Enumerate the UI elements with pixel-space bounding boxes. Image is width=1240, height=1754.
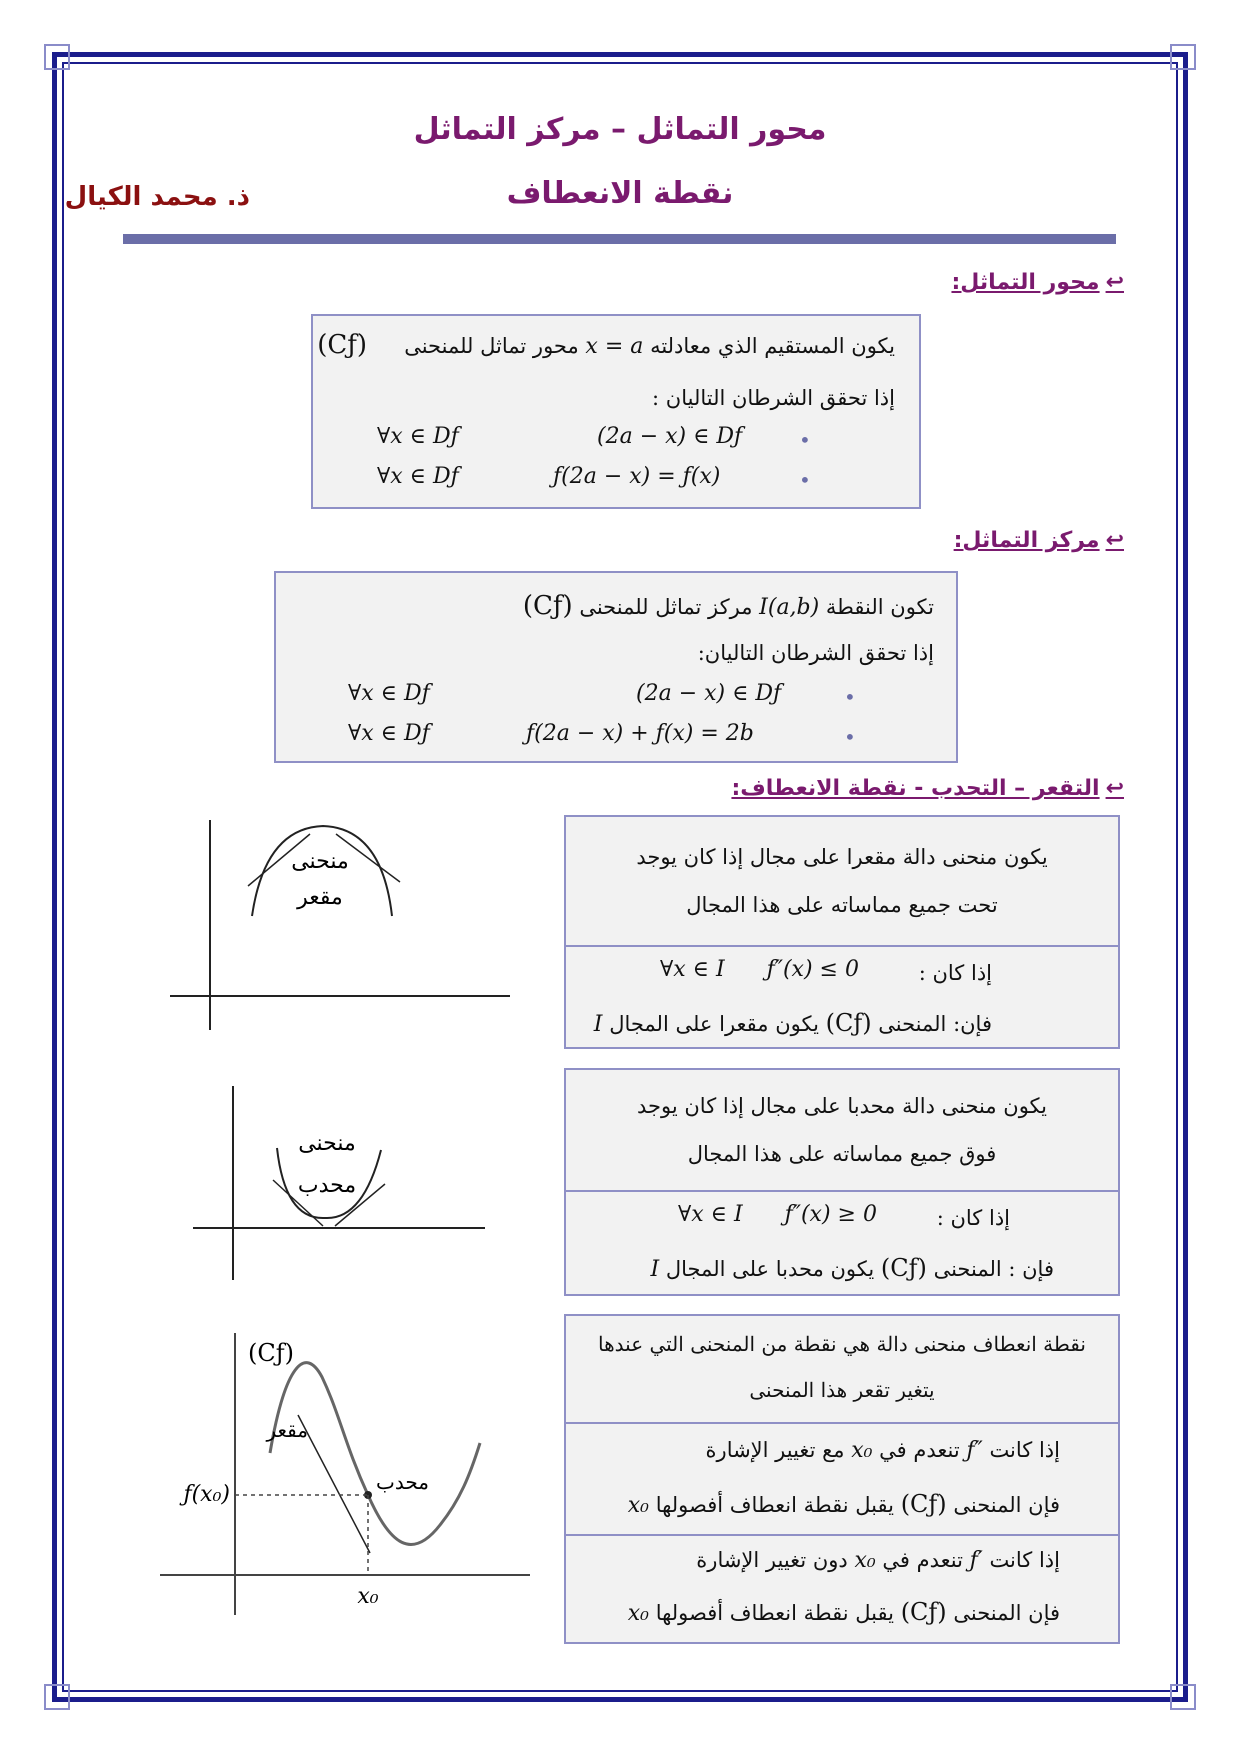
fig-fx0-label: ƒ(x₀) bbox=[183, 1482, 230, 1507]
concave-figure bbox=[160, 820, 520, 1040]
corner-ornament bbox=[1170, 1684, 1196, 1710]
curve-symbol: (Cƒ) bbox=[317, 330, 367, 360]
center-conditions-label: إذا تحقق الشرطان التاليان: bbox=[697, 641, 934, 665]
convex-definition-box bbox=[564, 1068, 1120, 1296]
fig-x0-label: x₀ bbox=[357, 1584, 379, 1609]
center-definition-box bbox=[274, 571, 958, 763]
fig-curve-label: (Cƒ) bbox=[248, 1339, 294, 1367]
convex-if-label: إذا كان : bbox=[936, 1206, 1010, 1230]
convex-fig-label2: محدب bbox=[297, 1173, 357, 1198]
center-cond1-right: (2a − x) ∈ Dƒ bbox=[636, 681, 782, 706]
convex-definition-cell bbox=[566, 1070, 1118, 1190]
convex-fig-label1: منحنى bbox=[298, 1131, 356, 1156]
convex-condition-cell bbox=[566, 1190, 1118, 1298]
corner-ornament bbox=[1170, 44, 1196, 70]
inflection-case2-line1: إذا كانت ƒ′ تنعدم في x₀ دون تغيير الإشارة bbox=[696, 1548, 1060, 1573]
concave-if-math: ∀x ∈ I ƒ″(x) ≤ 0 bbox=[660, 957, 859, 982]
corner-ornament bbox=[44, 1684, 70, 1710]
section-heading-center: ↩مركز التماثل: bbox=[953, 528, 1124, 553]
inflection-case1-cell bbox=[566, 1422, 1118, 1534]
concave-if-label: إذا كان : bbox=[918, 961, 992, 985]
convex-figure bbox=[185, 1080, 495, 1290]
inflection-case1-line2: فإن المنحنى (Cƒ) يقبل نقطة انعطاف أفصولها x₀ bbox=[627, 1490, 1060, 1518]
center-intro: تكون النقطة I(a,b) مركز تماثل للمنحنى (Cƒ) bbox=[522, 591, 934, 621]
inflection-case2-line2: فإن المنحنى (Cƒ) يقبل نقطة انعطاف أفصولها x₀ bbox=[627, 1598, 1060, 1626]
header-divider bbox=[123, 234, 1116, 244]
concave-definition-box bbox=[564, 815, 1120, 1049]
center-cond2-right: ƒ(2a − x) + ƒ(x) = 2b bbox=[526, 721, 754, 746]
author-name: ذ. محمد الكيال bbox=[64, 182, 250, 212]
axis-definition-box bbox=[311, 314, 921, 509]
inflection-case1-line1: إذا كانت ƒ″ تنعدم في x₀ مع تغيير الإشارة bbox=[705, 1438, 1060, 1463]
convex-then: فإن : المنحنى (Cƒ) يكون محدبا على المجال I bbox=[650, 1254, 1054, 1282]
bullet-icon: • bbox=[799, 468, 811, 492]
page-subtitle: نقطة الانعطاف bbox=[506, 176, 734, 211]
fig-concave-label: مقعر bbox=[266, 1418, 308, 1442]
concave-condition-cell bbox=[566, 945, 1118, 1051]
fig-convex-label: محدب bbox=[376, 1470, 429, 1494]
tangent-line bbox=[298, 1415, 370, 1553]
axis-conditions-label: إذا تحقق الشرطان التاليان : bbox=[652, 386, 895, 410]
corner-ornament bbox=[44, 44, 70, 70]
inflection-figure bbox=[150, 1325, 530, 1625]
center-cond1-left: ∀x ∈ Dƒ bbox=[348, 681, 430, 706]
bullet-icon: • bbox=[844, 685, 856, 709]
section-heading-axis: ↩محور التماثل: bbox=[951, 270, 1124, 295]
axis-cond1-left: ∀x ∈ Dƒ bbox=[377, 424, 459, 449]
concave-fig-label1: منحنى bbox=[291, 849, 349, 874]
axis-cond2-right: ƒ(2a − x) = ƒ(x) bbox=[553, 464, 721, 489]
page-title: محور التماثل – مركز التماثل bbox=[413, 112, 827, 147]
concave-def-line1: يكون منحنى دالة مقعرا على مجال إذا كان يوجد bbox=[636, 845, 1048, 869]
return-arrow-icon: ↩ bbox=[1105, 528, 1124, 553]
section-heading-inflection: ↩التقعر – التحدب - نقطة الانعطاف: bbox=[731, 776, 1124, 801]
bullet-icon: • bbox=[799, 428, 811, 452]
return-arrow-icon: ↩ bbox=[1105, 270, 1124, 295]
concave-definition-cell bbox=[566, 817, 1118, 945]
concave-fig-label2: مقعر bbox=[297, 885, 343, 910]
concave-then: فإن: المنحنى (Cƒ) يكون مقعرا على المجال I bbox=[593, 1009, 992, 1037]
axis-intro: يكون المستقيم الذي معادلته x = a محور تماثل للمنحنى bbox=[404, 334, 895, 359]
bullet-icon: • bbox=[844, 725, 856, 749]
inflection-def-line2: يتغير تقعر هذا المنحنى bbox=[749, 1378, 935, 1402]
return-arrow-icon: ↩ bbox=[1105, 776, 1124, 801]
convex-def-line2: فوق جميع مماساته على هذا المجال bbox=[687, 1142, 997, 1166]
concave-def-line2: تحت جميع مماساته على هذا المجال bbox=[686, 893, 998, 917]
inflection-def-line1: نقطة انعطاف منحنى دالة هي نقطة من المنحنى التي عندها bbox=[598, 1332, 1086, 1356]
inflection-curve bbox=[270, 1363, 480, 1545]
axis-cond1-right: (2a − x) ∈ Dƒ bbox=[597, 424, 743, 449]
convex-if-math: ∀x ∈ I ƒ″(x) ≥ 0 bbox=[678, 1202, 877, 1227]
inflection-definition-box bbox=[564, 1314, 1120, 1644]
inflection-definition-cell bbox=[566, 1316, 1118, 1422]
axis-cond2-left: ∀x ∈ Dƒ bbox=[377, 464, 459, 489]
center-cond2-left: ∀x ∈ Dƒ bbox=[348, 721, 430, 746]
inflection-case2-cell bbox=[566, 1534, 1118, 1646]
convex-def-line1: يكون منحنى دالة محدبا على مجال إذا كان يوجد bbox=[637, 1094, 1047, 1118]
